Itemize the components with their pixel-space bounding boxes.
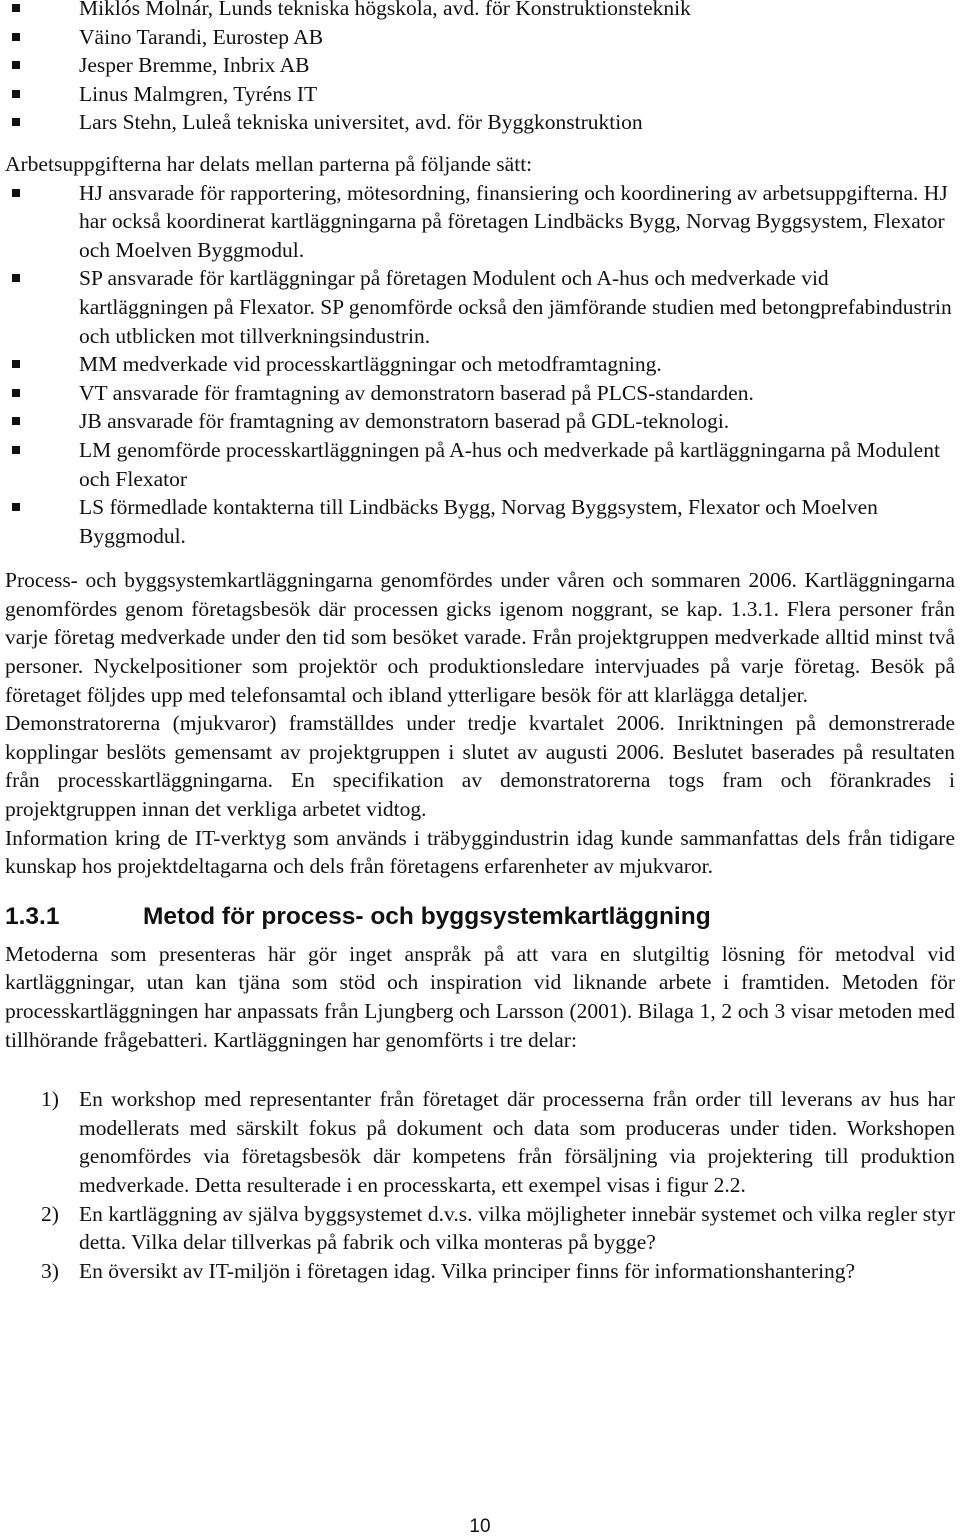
list-item: Jesper Bremme, Inbrix AB xyxy=(5,51,955,80)
list-item: 2) En kartläggning av själva byggsystemet d.v.s. vilka möjligheter innebär systemet och vilka regler styr detta. Vilka delar tillverkas på fabrik och vilka monteras på bygge? xyxy=(41,1201,955,1255)
list-item: VT ansvarade för framtagning av demonstratorn baserad på PLCS-standarden. xyxy=(5,379,955,408)
list-item: HJ ansvarade för rapportering, mötesordning, finansiering och koordinering av arbetsuppgifterna. HJ har också koordinerat kartläggningarna på företagen Lindbäcks Bygg, Norvag Byggsystem, Flexator och Moelven Byggmodul. xyxy=(5,179,955,265)
list-item: JB ansvarade för framtagning av demonstratorn baserad på GDL-teknologi. xyxy=(5,407,955,436)
list-item: Lars Stehn, Luleå tekniska universitet, avd. för Byggkonstruktion xyxy=(5,108,955,137)
square-bullet-icon xyxy=(12,389,20,397)
list-item: Väino Tarandi, Eurostep AB xyxy=(5,23,955,52)
section-body: Metoderna som presenteras här gör inget anspråk på att vara en slutgiltig lösning för metodval vid kartläggningar, utan kan tjäna som stöd och inspiration vid liknande arbete i framtiden. Metoden för processkartläggningen har anpassats från Ljungberg och Larsson (2001). Bilaga 1, 2 och 3 visar metoden med tillhörande frågebatteri. Kartläggningen har genomförts i tre delar: xyxy=(5,941,955,1052)
list-item: LS förmedlade kontakterna till Lindbäcks Bygg, Norvag Byggsystem, Flexator och Moelven Byggmodul. xyxy=(5,493,955,550)
list-item: 1) En workshop med representanter från företaget där processerna från order till leverans av hus har modellerats med särskilt fokus på dokument och data som produceras under tiden. Workshopen genomfördes via företagsbesök där kompetens från försäljning via projektering till produktion medverkade. Detta resulterade i en processkarta, ett exempel visas i figur 2.2. xyxy=(41,1087,955,1197)
tasks-intro: Arbetsuppgifterna har delats mellan parterna på följande sätt: xyxy=(5,151,533,176)
square-bullet-icon xyxy=(12,446,20,454)
section-title: Metod för process- och byggsystemkartläggning xyxy=(143,902,711,930)
page-number: 10 xyxy=(469,1516,491,1537)
body-paragraph: Demonstratorerna (mjukvaror) framställdes under tredje kvartalet 2006. Inriktningen på demonstrerade kopplingar beslöts gemensamt av projektgruppen i slutet av augusti 2006. Beslutet baserades på resultaten från processkartläggningarna. En specifikation av demonstratorerna togs fram och förankrades i projektgruppen innan det verkliga arbetet vidtog. xyxy=(5,711,955,822)
task-list xyxy=(5,179,955,551)
square-bullet-icon xyxy=(12,118,20,126)
list-item: SP ansvarade för kartläggningar på företagen Modulent och A-hus och medverkade vid kartläggningen på Flexator. SP genomförde också den jämförande studien med betongprefabindustrin och utblicken mot tillverkningsindustrin. xyxy=(5,264,955,350)
square-bullet-icon xyxy=(12,503,20,511)
square-bullet-icon xyxy=(12,274,20,282)
square-bullet-icon xyxy=(12,61,20,69)
body-paragraph: Process- och byggsystemkartläggningarna genomfördes under våren och sommaren 2006. Kartläggningarna genomfördes genom företagsbesök där processen gicks igenom noggrant, se kap. 1.3.1. Flera personer från varje företag medverkade under den tid som besöket varade. Från projektgruppen medverkade alltid minst två personer. Nyckelpositioner som projektör och produktionsledare intervjuades på varje företag. Besök på företaget följdes upp med telefonsamtal och ibland ytterligare besök för att klarlägga detaljer. xyxy=(5,568,955,707)
list-marker: 1) xyxy=(41,1087,59,1112)
list-marker: 2) xyxy=(41,1201,59,1226)
list-item: 3) En översikt av IT-miljön i företagen idag. Vilka principer finns för informationshantering? xyxy=(5,1257,955,1286)
document-page xyxy=(5,0,955,1285)
list-item: Miklós Molnár, Lunds tekniska högskola, avd. för Konstruktionsteknik xyxy=(5,0,955,23)
square-bullet-icon xyxy=(12,90,20,98)
list-item: Linus Malmgren, Tyréns IT xyxy=(5,80,955,109)
square-bullet-icon xyxy=(12,360,20,368)
participant-list xyxy=(5,0,955,137)
body-paragraph: Information kring de IT-verktyg som används i träbyggindustrin idag kunde sammanfattas dels från tidigare kunskap hos projektdeltagarna och dels från företagens erfarenheter av mjukvaror. xyxy=(5,825,955,879)
list-marker: 3) xyxy=(41,1258,59,1283)
list-item: LM genomförde processkartläggningen på A-hus och medverkade på kartläggningarna på Modulent och Flexator xyxy=(5,436,955,493)
square-bullet-icon xyxy=(12,4,20,12)
square-bullet-icon xyxy=(12,189,20,197)
square-bullet-icon xyxy=(12,417,20,425)
square-bullet-icon xyxy=(12,33,20,41)
section-heading xyxy=(5,902,955,932)
numbered-list xyxy=(5,1085,955,1285)
section-number: 1.3.1 xyxy=(5,902,60,930)
list-item: MM medverkade vid processkartläggningar och metodframtagning. xyxy=(5,350,955,379)
